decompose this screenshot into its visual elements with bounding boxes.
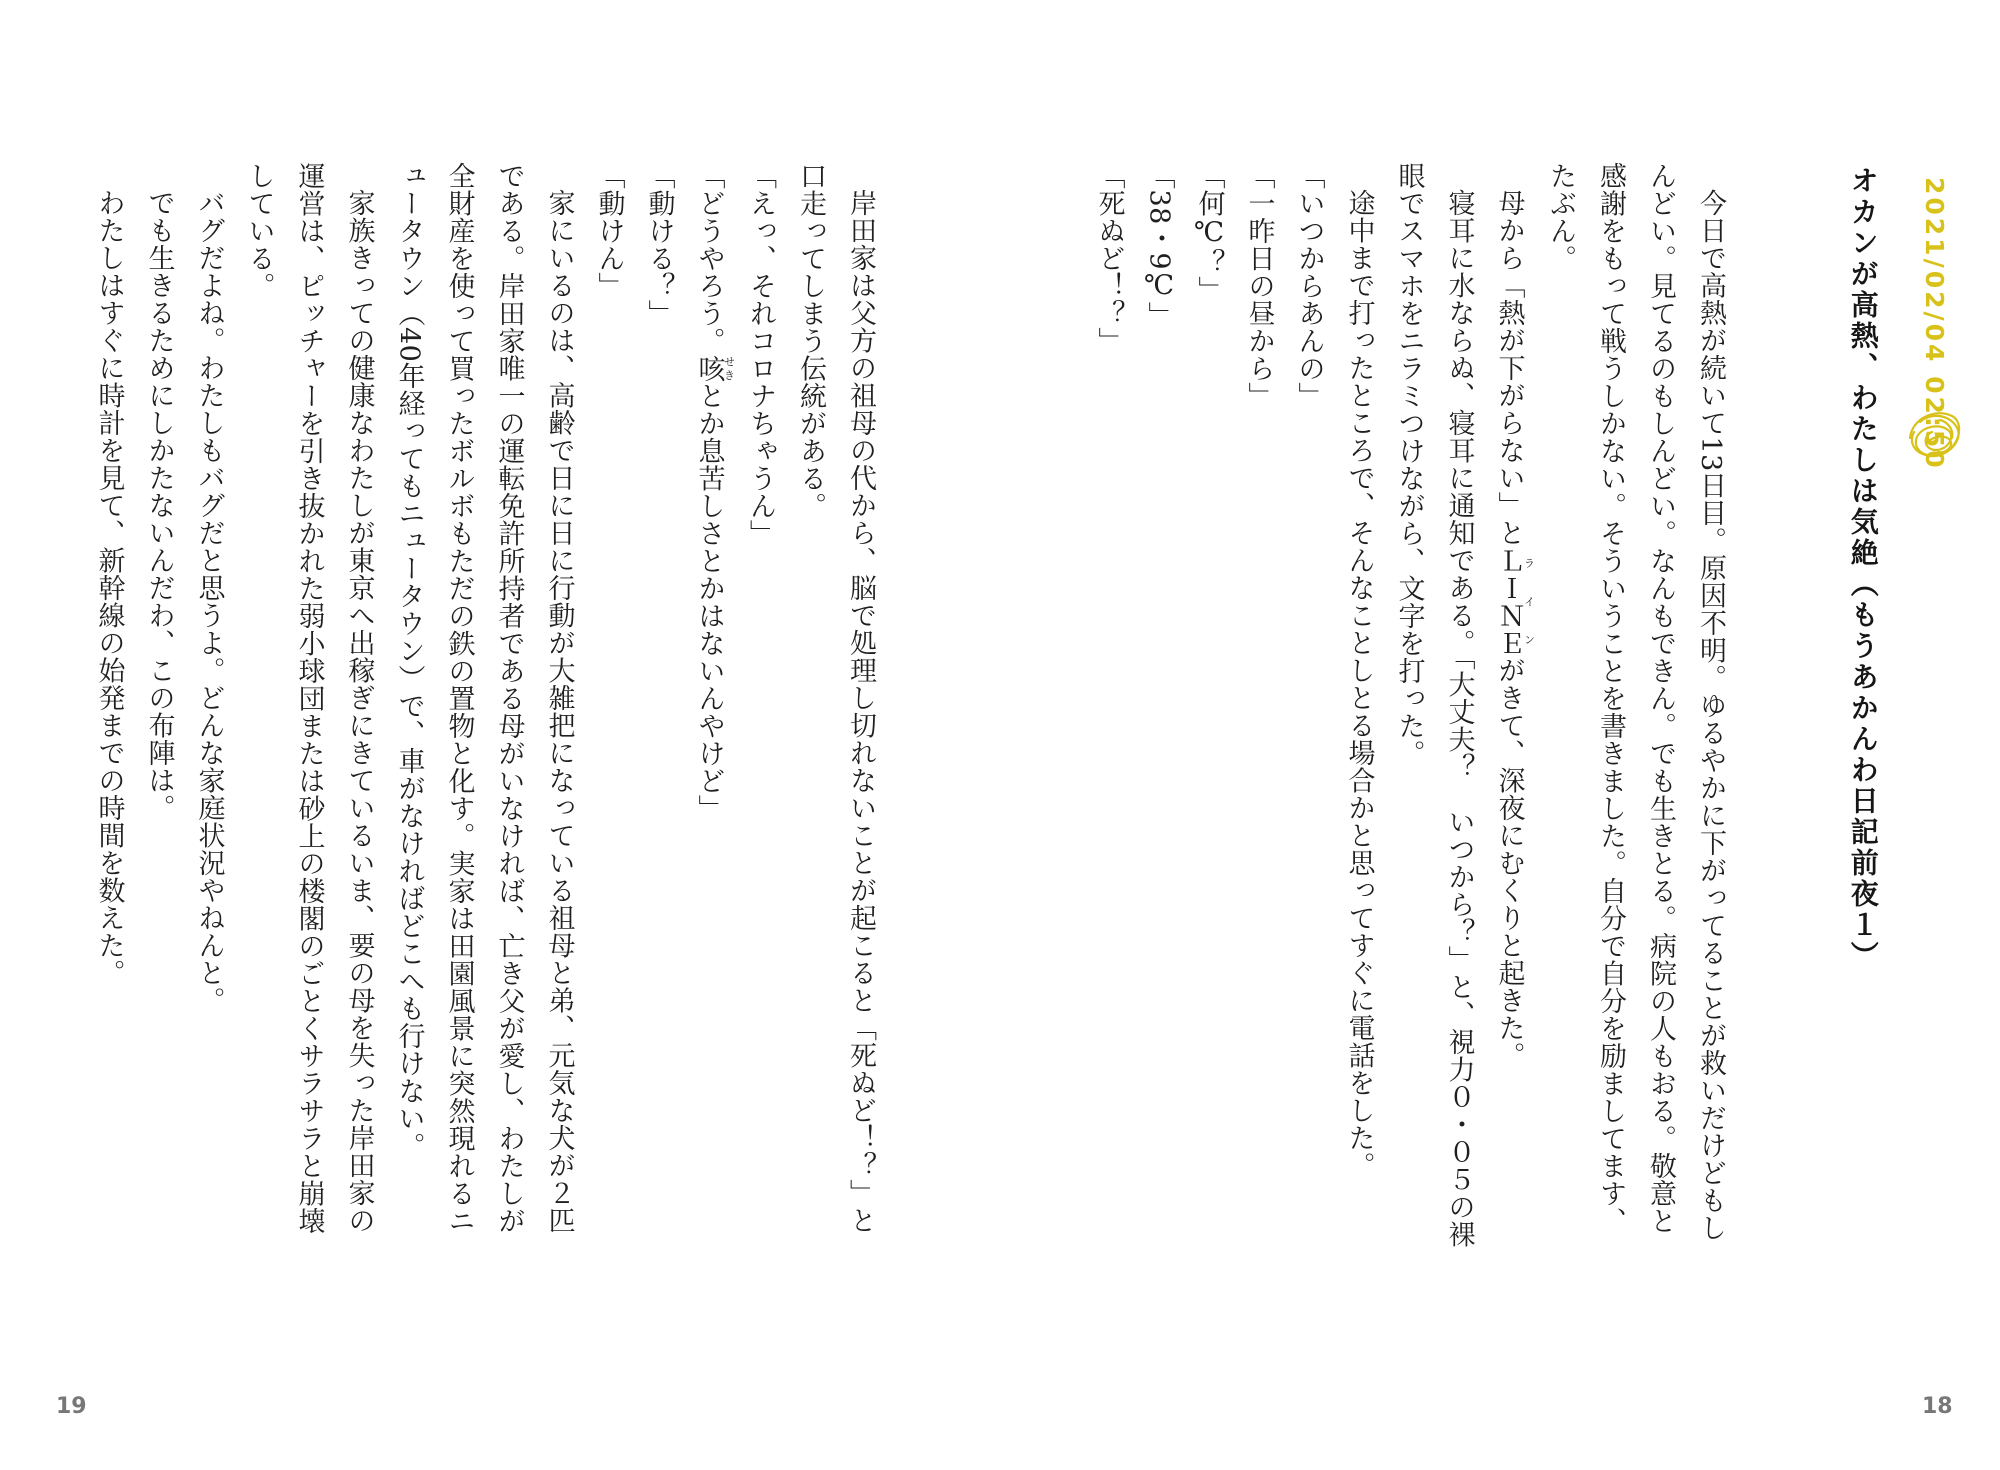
cough-furigana: せき <box>722 354 736 382</box>
scribble-doodle-icon <box>1902 400 1968 466</box>
dialogue-line: 「いつからあんの」 <box>1293 162 1325 410</box>
left-page-body <box>93 162 885 1252</box>
date-stamp: 2021/02/04 02:50 <box>1920 177 1949 471</box>
paragraph: 家にいるのは、高齢で日に日に行動が大雑把になっている祖母と弟、元気な犬が２匹である。岸田家唯一の運転免許所持者である母がいなければ、亡き父が愛し、わたしが全財産を使って買ったボルボもただの鉄の置物と化す。実家は田園風景に突然現れるニュータウン（40年経ってもニュータウン）で、車がなければどこへも行けない。 <box>393 162 575 1235</box>
paragraph: 母から「熱が下がらない」とＬＩＮＥラインがきて、深夜にむくりと起きた。 <box>1493 189 1536 1069</box>
dialogue-line: 「38・9℃」 <box>1143 162 1175 330</box>
line-furigana: ライン <box>1522 546 1536 657</box>
dialogue-line: 「動ける？」 <box>643 162 675 327</box>
page-number-left: 19 <box>56 1394 87 1419</box>
paragraph: でも生きるためにしかたないんだわ、この布陣は。 <box>143 189 175 822</box>
paragraph: 家族きっての健康なわたしが東京へ出稼ぎにきているいま、要の母を失った岸田家の運営は、ピッチャーを引き抜かれた弱小球団または砂上の楼閣のごとくサラサラと崩壊している。 <box>243 162 375 1235</box>
paragraph: 途中まで打ったところで、そんなことしとる場合かと思ってすぐに電話をした。 <box>1343 189 1375 1179</box>
paragraph: 寝耳に水ならぬ、寝耳に通知である。「大丈夫？ いつから？」と、視力０・０５の裸眼でスマホをニラミつけながら、文字を打った。 <box>1393 162 1475 1248</box>
page-number-right: 18 <box>1922 1394 1953 1419</box>
line-word: ＬＩＮＥライン <box>1493 546 1536 657</box>
dialogue-line: 「動けん」 <box>593 162 625 300</box>
paragraph: わたしはすぐに時計を見て、新幹線の始発までの時間を数えた。 <box>93 189 125 987</box>
paragraph: 今日で高熱が続いて13日目。原因不明。ゆるやかに下がってることが救いだけどもしんどい。見てるのもしんどい。なんもできん。でも生きとる。病院の人もおる。敬意と感謝をもって戦うしかない。そういうことを書きました。自分で自分を励ましてます、たぶん。 <box>1545 162 1726 1242</box>
right-page-body <box>1093 162 1735 1252</box>
paragraph: 岸田家は父方の祖母の代から、脳で処理し切れないことが起こると「死ぬど！？」と口走ってしまう伝統がある。 <box>795 162 876 1234</box>
cough-word: 咳せき <box>693 354 736 382</box>
paragraph: バグだよね。わたしもバグだと思うよ。どんな家庭状況やねんと。 <box>193 189 225 1014</box>
dialogue-line: 「一昨日の昼から」 <box>1243 162 1275 410</box>
dialogue-line: 「死ぬど！？」 <box>1093 162 1125 355</box>
dialogue-line: 「えっ、それコロナちゃうん」 <box>745 162 776 547</box>
dialogue-line: 「何℃？」 <box>1193 162 1225 304</box>
chapter-title: オカンが高熱、わたしは気絶（もうあかんわ日記前夜１） <box>1846 166 1880 972</box>
dialogue-line: 「どうやろう。咳せきとか息苦しさとかはないんやけど」 <box>693 162 736 822</box>
